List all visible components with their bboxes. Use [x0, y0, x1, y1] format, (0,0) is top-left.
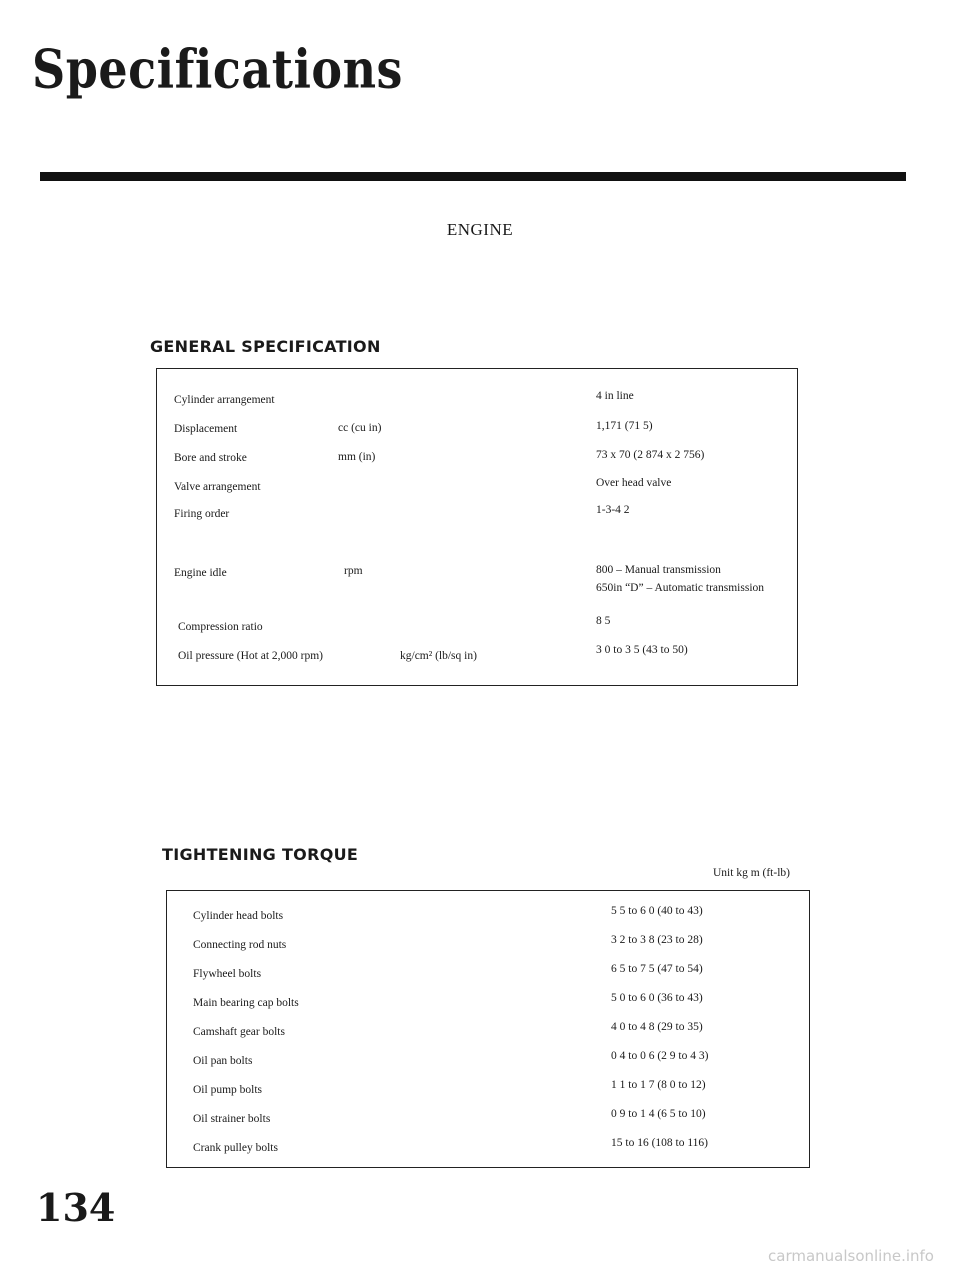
spec-value: 800 – Manual transmission [596, 564, 721, 576]
general-spec-heading: GENERAL SPECIFICATION [150, 337, 381, 356]
spec-unit: kg/cm² (lb/sq in) [400, 650, 477, 662]
torque-label: Crank pulley bolts [193, 1142, 278, 1154]
torque-label: Oil strainer bolts [193, 1113, 271, 1125]
spec-value: 1-3-4 2 [596, 504, 630, 516]
torque-value: 1 1 to 1 7 (8 0 to 12) [611, 1079, 706, 1091]
torque-value: 0 4 to 0 6 (2 9 to 4 3) [611, 1050, 709, 1062]
torque-value: 5 0 to 6 0 (36 to 43) [611, 992, 703, 1004]
spec-value: 4 in line [596, 390, 634, 402]
torque-value: 15 to 16 (108 to 116) [611, 1137, 708, 1149]
torque-label: Oil pan bolts [193, 1055, 253, 1067]
watermark-text: carmanualsonline.info [768, 1247, 934, 1265]
page-number: 134 [36, 1185, 116, 1230]
spec-value: 73 x 70 (2 874 x 2 756) [596, 449, 705, 461]
spec-value: 1,171 (71 5) [596, 420, 653, 432]
spec-unit: mm (in) [338, 451, 376, 463]
spec-unit: rpm [344, 565, 363, 577]
spec-label: Oil pressure (Hot at 2,000 rpm) [178, 650, 323, 662]
spec-label: Valve arrangement [174, 481, 261, 493]
page-title: Specifications [32, 38, 403, 101]
torque-label: Oil pump bolts [193, 1084, 263, 1096]
spec-label: Firing order [174, 508, 230, 520]
torque-value: 3 2 to 3 8 (23 to 28) [611, 934, 703, 946]
torque-value: 0 9 to 1 4 (6 5 to 10) [611, 1108, 706, 1120]
spec-value: 3 0 to 3 5 (43 to 50) [596, 644, 688, 656]
torque-label: Main bearing cap bolts [193, 997, 299, 1009]
spec-label: Displacement [174, 423, 238, 435]
torque-label: Cylinder head bolts [193, 910, 284, 922]
torque-label: Connecting rod nuts [193, 939, 287, 951]
spec-unit: cc (cu in) [338, 422, 382, 434]
spec-value-secondary: 650in “D” – Automatic transmission [596, 582, 765, 594]
torque-value: 4 0 to 4 8 (29 to 35) [611, 1021, 703, 1033]
spec-value: Over head valve [596, 477, 672, 489]
general-spec-table [156, 368, 798, 686]
torque-value: 5 5 to 6 0 (40 to 43) [611, 905, 703, 917]
spec-label: Bore and stroke [174, 452, 247, 464]
torque-unit-note: Unit kg m (ft-lb) [713, 867, 790, 879]
torque-heading: TIGHTENING TORQUE [162, 845, 359, 864]
spec-label: Engine idle [174, 567, 227, 579]
torque-label: Flywheel bolts [193, 968, 262, 980]
spec-label: Compression ratio [178, 621, 263, 633]
torque-value: 6 5 to 7 5 (47 to 54) [611, 963, 703, 975]
spec-label: Cylinder arrangement [174, 394, 275, 406]
title-rule [40, 172, 906, 181]
spec-value: 8 5 [596, 615, 611, 627]
section-title: ENGINE [446, 220, 514, 239]
torque-label: Camshaft gear bolts [193, 1026, 285, 1038]
